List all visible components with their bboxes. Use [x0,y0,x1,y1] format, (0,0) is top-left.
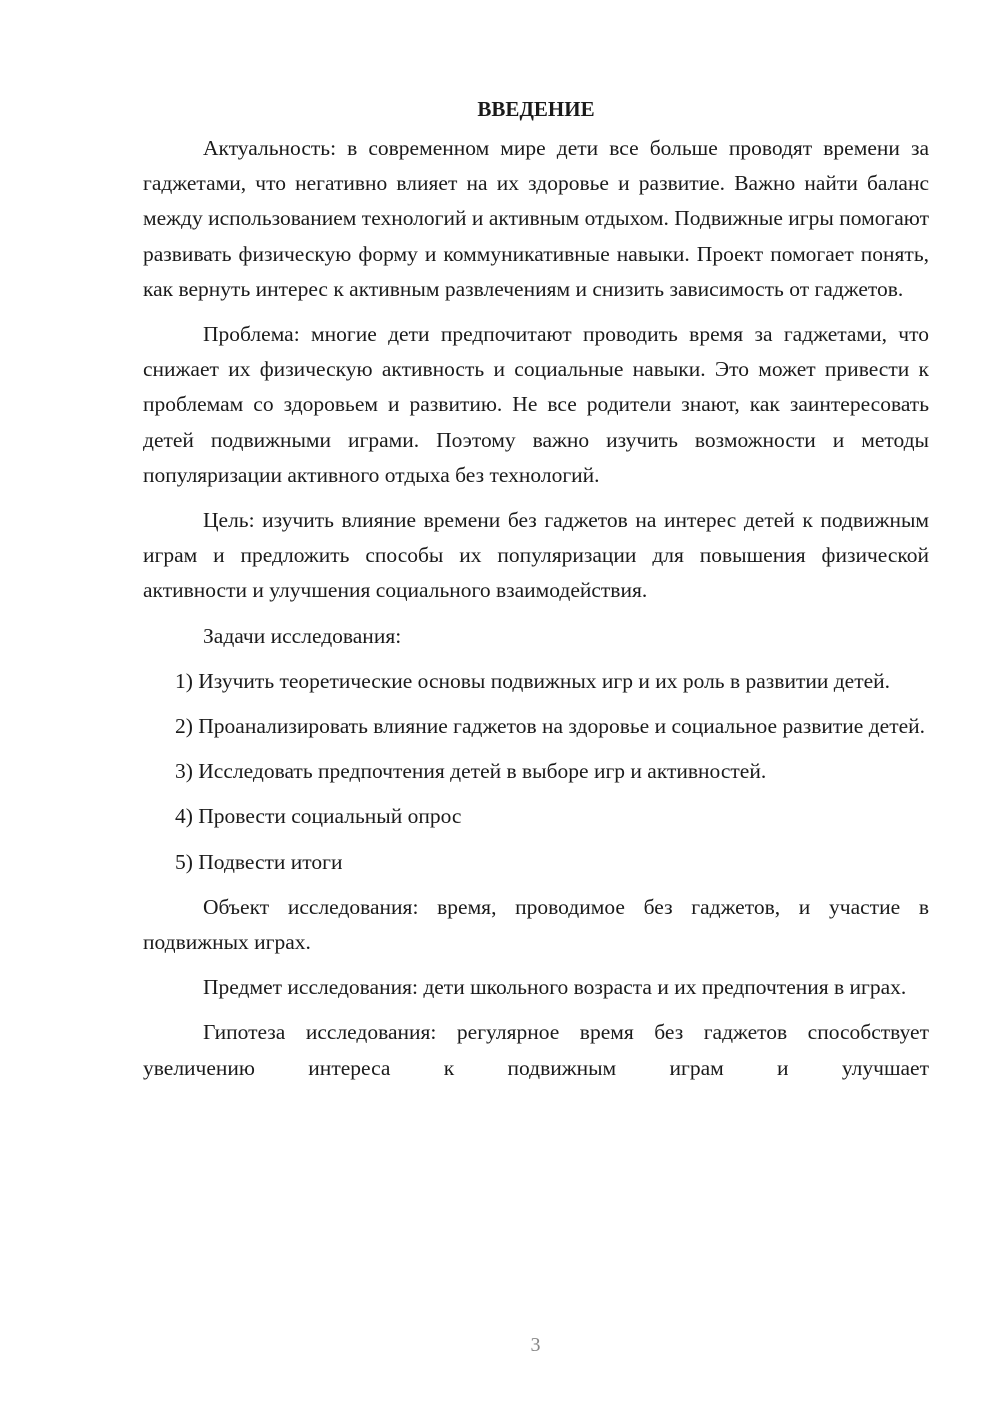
paragraph-subject: Предмет исследования: дети школьного возраста и их предпочтения в играх. [203,975,907,1000]
paragraph-object: Объект исследования: время, проводимое без гаджетов, и участие в подвижных играх. [143,894,929,955]
paragraph-goal: Цель: изучить влияние времени без гаджетов на интерес детей к подвижным играм и предложить способы их популяризации для повышения физической активности и улучшения социального взаимодействия. [143,508,929,603]
task-item: 5) Подвести итоги [175,849,343,874]
task-item: 2) Проанализировать влияние гаджетов на здоровье и социальное развитие детей. [175,714,926,739]
page-title: ВВЕДЕНИЕ [477,97,595,121]
page-number: 3 [530,1334,541,1356]
task-item: 3) Исследовать предпочтения детей в выборе игр и активностей. [175,759,767,784]
task-item: 4) Провести социальный опрос [175,804,462,829]
paragraph-problem: Проблема: многие дети предпочитают проводить время за гаджетами, что снижает их физическую активность и социальные навыки. Это может привести к проблемам со здоровьем и развитию. Не все родители знают, как заинтересовать детей подвижными играми. Поэтому важно изучить возможности и методы популяризации активного отдыха без технологий. [143,322,929,487]
paragraph-relevance: Актуальность: в современном мире дети все больше проводят времени за гаджетами, что негативно влияет на их здоровье и развитие. Важно найти баланс между использованием технологий и активным отдыхом. Подвижные игры помогают развивать физическую форму и коммуникативные навыки. Проект помогает понять, как вернуть интерес к активным развлечениям и снизить зависимость от гаджетов. [143,136,929,301]
tasks-heading: Задачи исследования: [203,623,402,648]
paragraph-hypothesis: Гипотеза исследования: регулярное время без гаджетов способствует увеличению интереса к подвижным играм и улучшает [143,1020,929,1080]
task-item: 1) Изучить теоретические основы подвижных игр и их роль в развитии детей. [175,668,891,693]
document-page [143,92,929,1096]
